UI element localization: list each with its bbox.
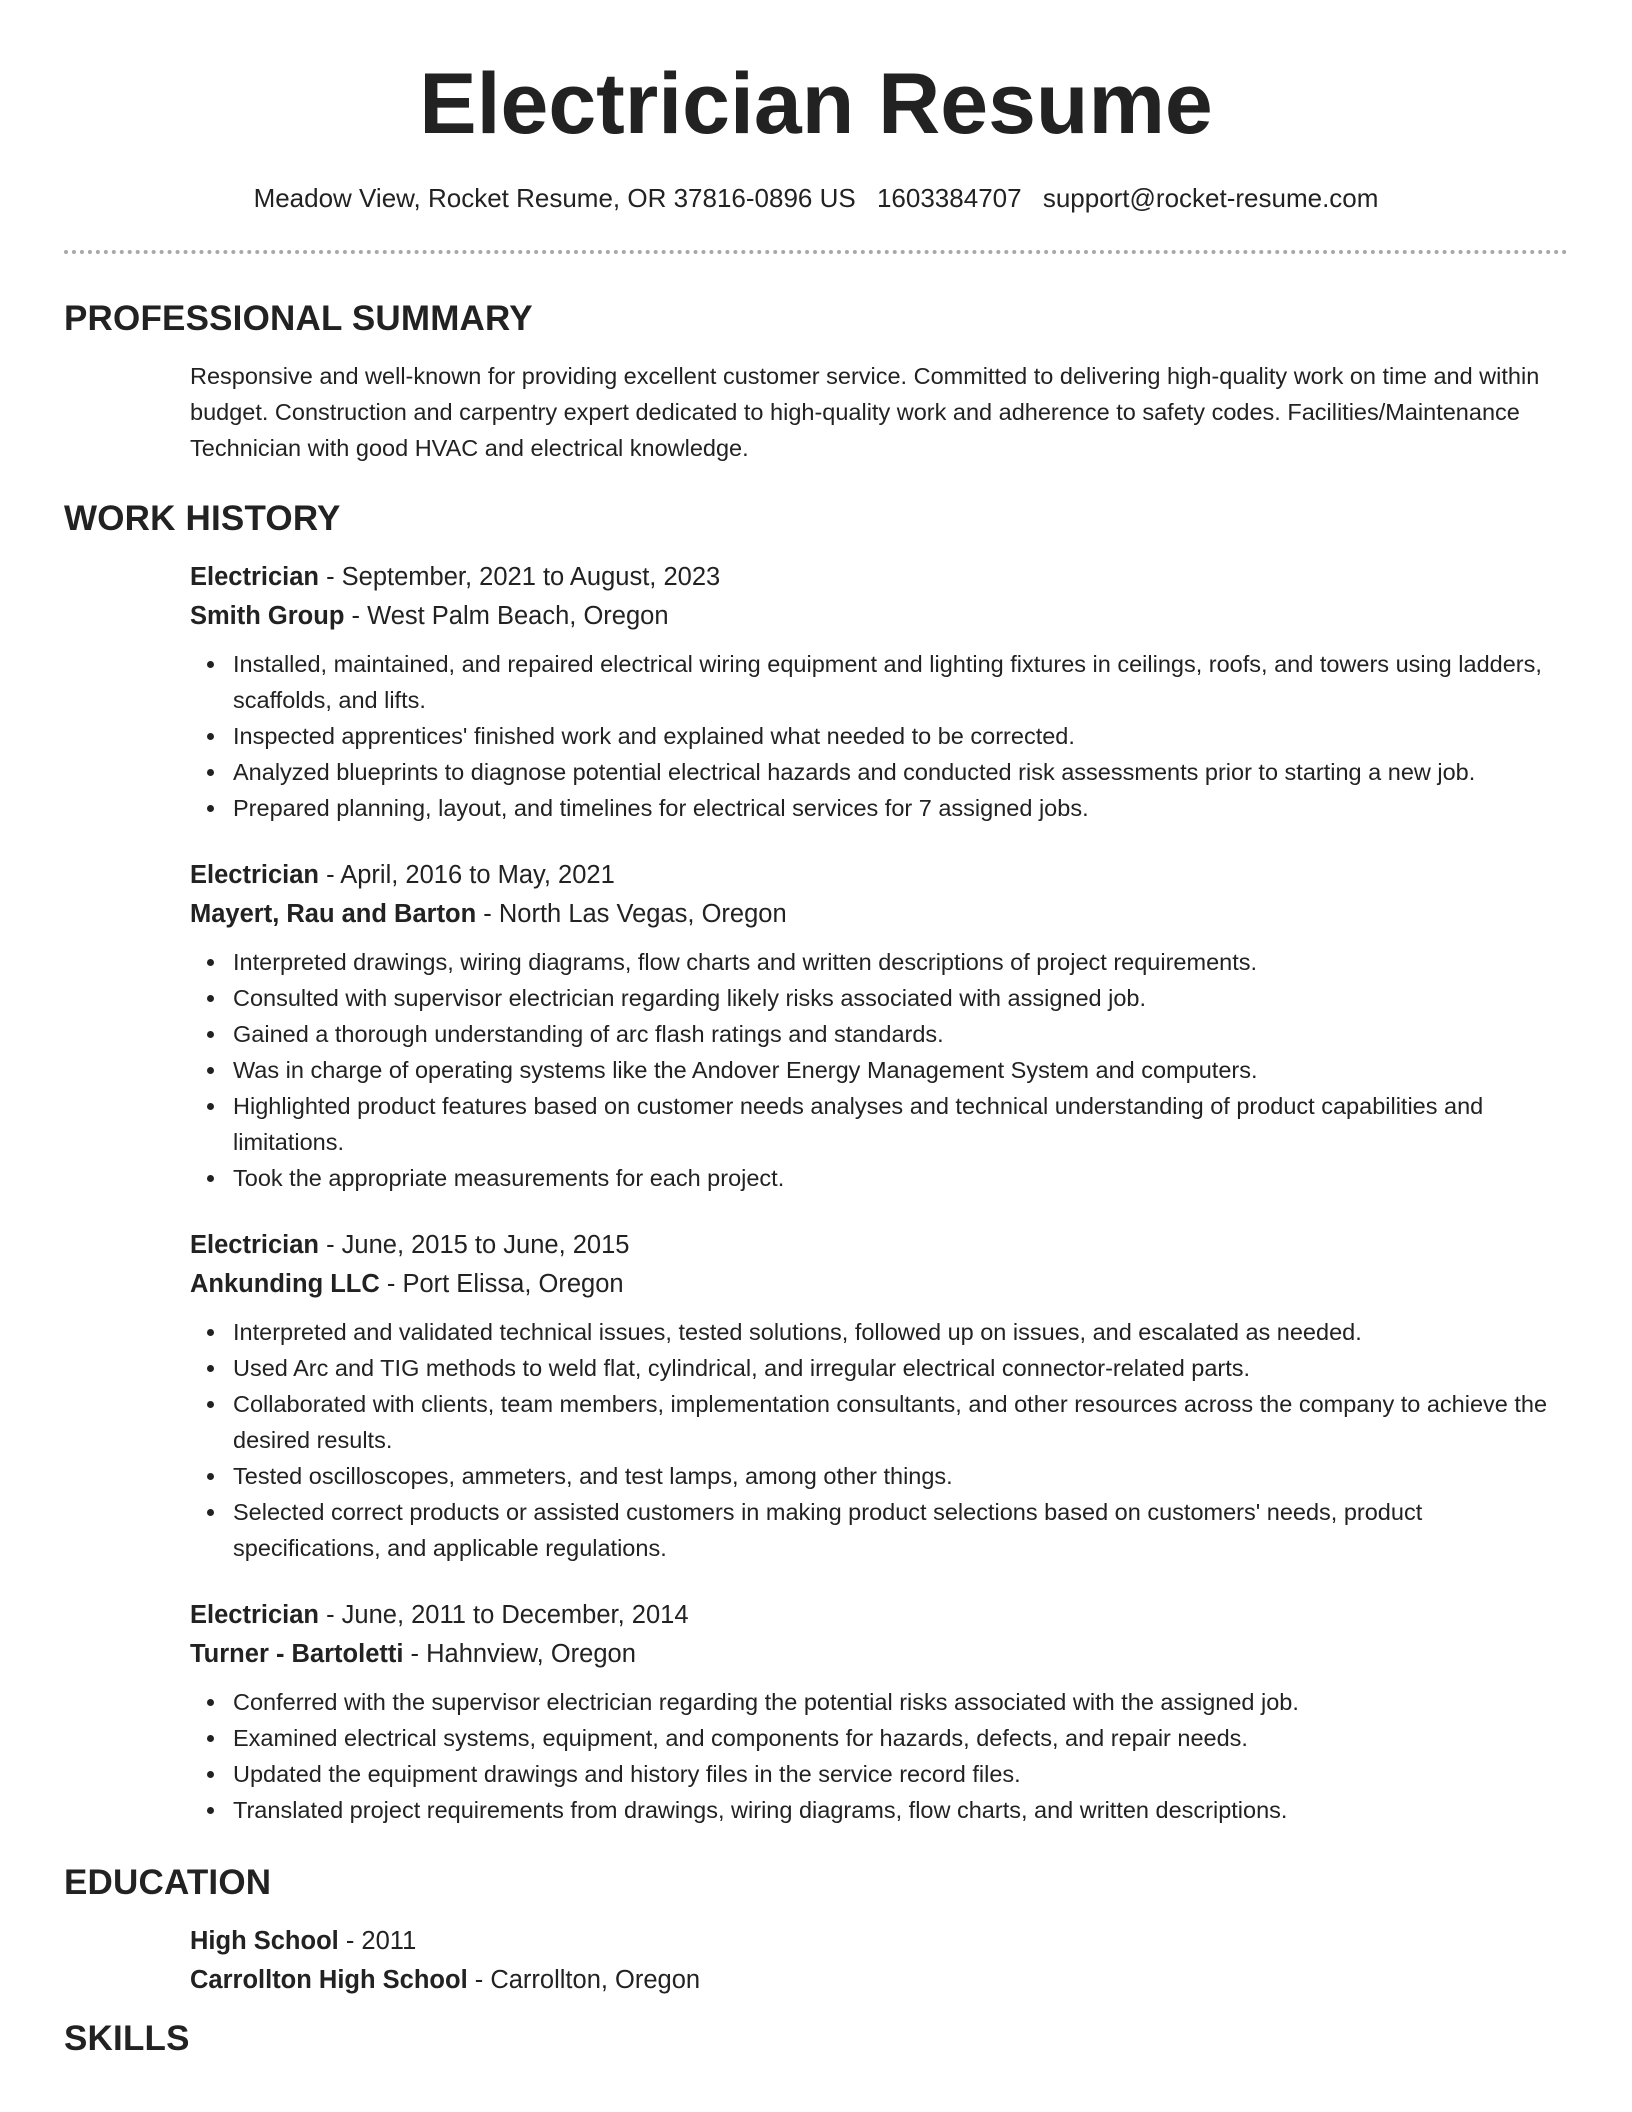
- job-company-line: [190, 1265, 1568, 1304]
- work-history-body: [190, 558, 1568, 1828]
- job-bullet: Was in charge of operating systems like the Andover Energy Management System and computers.: [190, 1052, 1568, 1088]
- job-bullet: Selected correct products or assisted customers in making product selections based on customers' needs, product specifications, and applicable regulations.: [190, 1494, 1568, 1566]
- job-bullet: Collaborated with clients, team members, implementation consultants, and other resources across the company to achieve the desired results.: [190, 1386, 1568, 1458]
- job-bullet: Interpreted and validated technical issues, tested solutions, followed up on issues, and escalated as needed.: [190, 1314, 1568, 1350]
- job-company: Smith Group: [190, 602, 345, 630]
- job-company-line: [190, 895, 1568, 934]
- education-body: [190, 1922, 1568, 2000]
- job-title-line: [190, 558, 1568, 597]
- job-bullet: Interpreted drawings, wiring diagrams, flow charts and written descriptions of project requirements.: [190, 944, 1568, 980]
- education-location: - Carrollton, Oregon: [467, 1966, 701, 1994]
- job-bullet: Inspected apprentices' finished work and explained what needed to be corrected.: [190, 718, 1568, 754]
- job-company: Turner - Bartoletti: [190, 1640, 404, 1668]
- summary-body: [190, 358, 1568, 466]
- job-bullet: Updated the equipment drawings and history files in the service record files.: [190, 1756, 1568, 1792]
- job-company: Mayert, Rau and Barton: [190, 900, 477, 928]
- education-degree-line: [190, 1922, 1568, 1961]
- education-school-line: [190, 1961, 1568, 2000]
- resume-content: [64, 294, 1568, 2078]
- job-location: - North Las Vegas, Oregon: [476, 900, 787, 928]
- job-bullets: [190, 1314, 1568, 1566]
- job-dates: - September, 2021 to August, 2023: [318, 563, 721, 591]
- job-dates: - June, 2015 to June, 2015: [318, 1231, 630, 1259]
- job-company-line: [190, 597, 1568, 636]
- job-title: Electrician: [190, 1601, 319, 1629]
- job-bullet: Prepared planning, layout, and timelines for electrical services for 7 assigned jobs.: [190, 790, 1568, 826]
- job-dates: - April, 2016 to May, 2021: [318, 861, 615, 889]
- job-bullet: Installed, maintained, and repaired electrical wiring equipment and lighting fixtures in ceilings, roofs, and towers using ladders, scaffolds, and lifts.: [190, 646, 1568, 718]
- job-bullet: Consulted with supervisor electrician regarding likely risks associated with assigned job.: [190, 980, 1568, 1016]
- job-dates: - June, 2011 to December, 2014: [318, 1601, 689, 1629]
- job-location: - Hahnview, Oregon: [403, 1640, 636, 1668]
- job-bullet: Took the appropriate measurements for each project.: [190, 1160, 1568, 1196]
- job-title: Electrician: [190, 861, 319, 889]
- job-bullets: [190, 1684, 1568, 1828]
- job-entry: [190, 1226, 1568, 1566]
- contact-phone: 1603384707: [876, 183, 1022, 213]
- education-degree: High School: [190, 1927, 339, 1955]
- contact-line: [0, 180, 1632, 216]
- job-bullet: Gained a thorough understanding of arc flash ratings and standards.: [190, 1016, 1568, 1052]
- job-bullet: Examined electrical systems, equipment, and components for hazards, defects, and repair needs.: [190, 1720, 1568, 1756]
- summary-heading: PROFESSIONAL SUMMARY: [64, 299, 533, 338]
- job-title: Electrician: [190, 563, 319, 591]
- job-title-line: [190, 1226, 1568, 1265]
- skills-section: [64, 2014, 1568, 2064]
- resume-title: Electrician Resume: [419, 56, 1213, 152]
- job-location: - Port Elissa, Oregon: [379, 1270, 624, 1298]
- summary-section: [64, 294, 1568, 466]
- job-bullet: Translated project requirements from drawings, wiring diagrams, flow charts, and written descriptions.: [190, 1792, 1568, 1828]
- job-company: Ankunding LLC: [190, 1270, 380, 1298]
- job-bullet: Conferred with the supervisor electrician regarding the potential risks associated with the assigned job.: [190, 1684, 1568, 1720]
- work-history-section: [64, 494, 1568, 1828]
- job-company-line: [190, 1635, 1568, 1674]
- job-entry: [190, 1596, 1568, 1828]
- job-title-line: [190, 1596, 1568, 1635]
- education-year: - 2011: [338, 1927, 417, 1955]
- education-school: Carrollton High School: [190, 1966, 468, 1994]
- job-bullet: Highlighted product features based on customer needs analyses and technical understanding of product capabilities and limitations.: [190, 1088, 1568, 1160]
- contact-email: support@rocket-resume.com: [1042, 183, 1379, 213]
- work-history-heading: WORK HISTORY: [64, 499, 341, 538]
- header-divider: [64, 250, 1568, 254]
- job-title-line: [190, 856, 1568, 895]
- job-location: - West Palm Beach, Oregon: [344, 602, 669, 630]
- education-heading: EDUCATION: [64, 1863, 272, 1902]
- job-entry: [190, 856, 1568, 1196]
- job-bullet: Analyzed blueprints to diagnose potential electrical hazards and conducted risk assessments prior to starting a new job.: [190, 754, 1568, 790]
- job-entry: [190, 558, 1568, 826]
- job-title: Electrician: [190, 1231, 319, 1259]
- job-bullets: [190, 944, 1568, 1196]
- contact-address: Meadow View, Rocket Resume, OR 37816-0896 US: [253, 183, 856, 213]
- job-bullets: [190, 646, 1568, 826]
- skills-heading: SKILLS: [64, 2019, 190, 2058]
- job-bullet: Tested oscilloscopes, ammeters, and test lamps, among other things.: [190, 1458, 1568, 1494]
- summary-text: Responsive and well-known for providing excellent customer service. Committed to delivering high-quality work on time and within budget. Construction and carpentry expert dedicated to high-quality work and adherence to safety codes. Facilities/Maintenance Technician with good HVAC and electrical knowledge.: [190, 363, 1540, 461]
- education-section: [64, 1858, 1568, 2000]
- job-bullet: Used Arc and TIG methods to weld flat, cylindrical, and irregular electrical connector-related parts.: [190, 1350, 1568, 1386]
